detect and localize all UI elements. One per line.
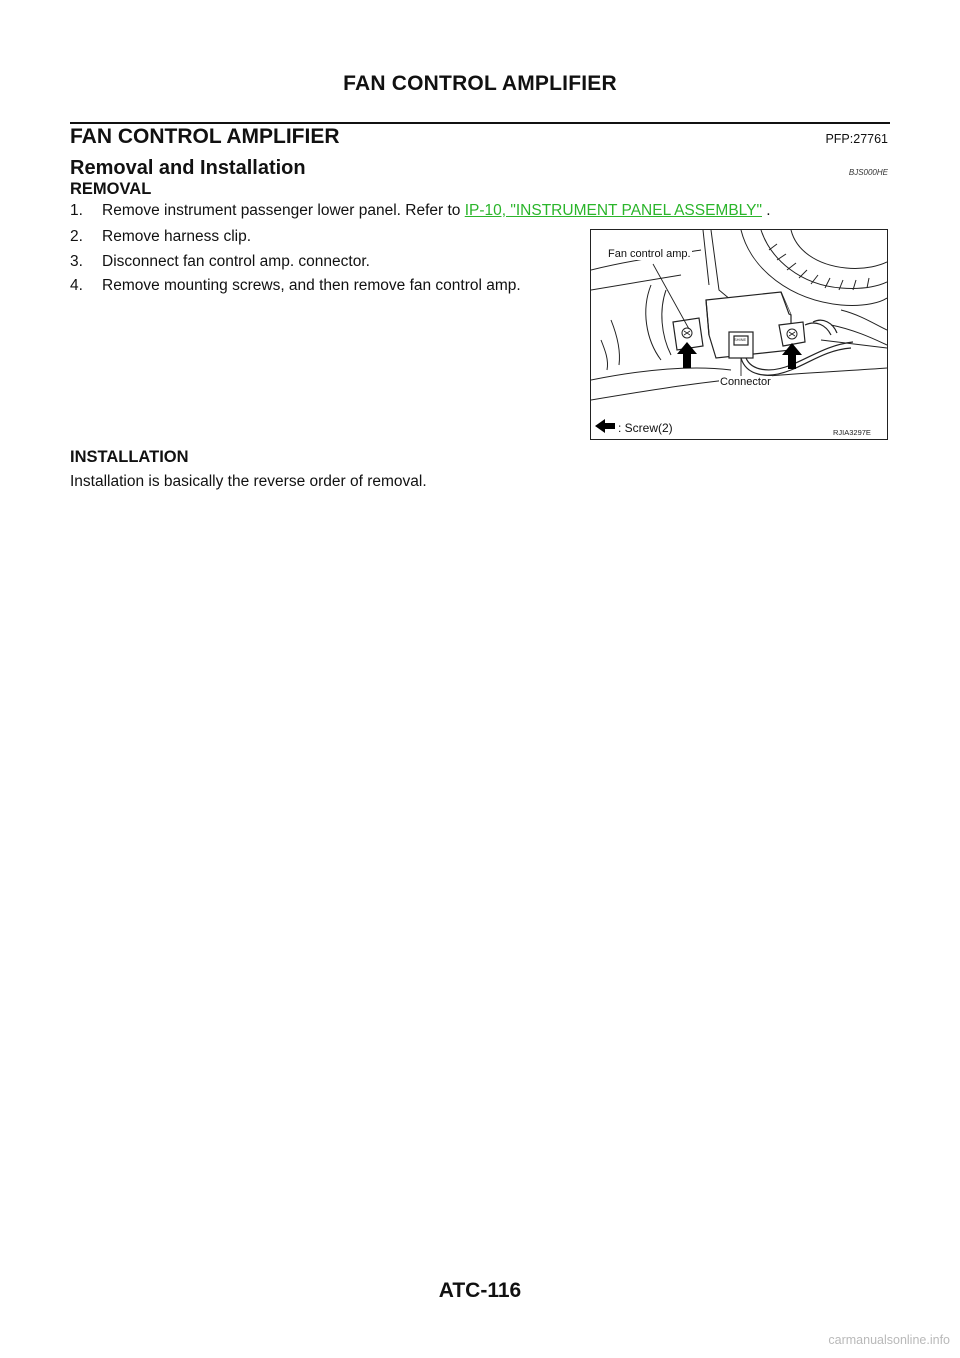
pfp-code: PFP:27761 bbox=[825, 132, 888, 146]
removal-step-2 bbox=[70, 228, 251, 246]
step-text: Disconnect fan control amp. connector. bbox=[102, 253, 370, 270]
running-head: FAN CONTROL AMPLIFIER bbox=[343, 72, 617, 95]
fan-control-amp-illustration bbox=[591, 230, 887, 439]
ip-10-reference-link[interactable]: IP-10, "INSTRUMENT PANEL ASSEMBLY" bbox=[464, 202, 762, 219]
fan-control-amp-label: Fan control amp. bbox=[608, 248, 691, 260]
subsection-title: Removal and Installation bbox=[70, 157, 306, 179]
figure-code: RJIA3297E bbox=[833, 428, 871, 437]
step-text: Remove mounting screws, and then remove fan control amp. bbox=[102, 277, 521, 294]
connector-tag: SHINE bbox=[734, 337, 747, 342]
page-number: ATC-116 bbox=[438, 1279, 522, 1302]
step-number: 3. bbox=[70, 253, 83, 270]
step-text: Remove instrument passenger lower panel. Refer to bbox=[102, 202, 465, 219]
section-title: FAN CONTROL AMPLIFIER bbox=[70, 125, 340, 148]
installation-text: Installation is basically the reverse order of removal. bbox=[70, 473, 427, 490]
connector-label: Connector bbox=[720, 376, 771, 388]
step-number: 2. bbox=[70, 228, 83, 245]
removal-step-1 bbox=[70, 202, 771, 220]
removal-step-3 bbox=[70, 253, 370, 271]
installation-heading: INSTALLATION bbox=[70, 448, 189, 466]
removal-figure bbox=[590, 229, 888, 440]
removal-step-4 bbox=[70, 277, 521, 295]
removal-heading: REMOVAL bbox=[70, 180, 152, 198]
watermark: carmanualsonline.info bbox=[828, 1333, 950, 1347]
step-number: 4. bbox=[70, 277, 83, 294]
subsection-ref-code: BJS000HE bbox=[848, 168, 888, 177]
title-rule bbox=[70, 122, 890, 124]
step-text: Remove harness clip. bbox=[102, 228, 252, 245]
screw-legend: : Screw(2) bbox=[618, 421, 673, 435]
step-number: 1. bbox=[70, 202, 83, 219]
step-text-end: . bbox=[761, 202, 771, 219]
